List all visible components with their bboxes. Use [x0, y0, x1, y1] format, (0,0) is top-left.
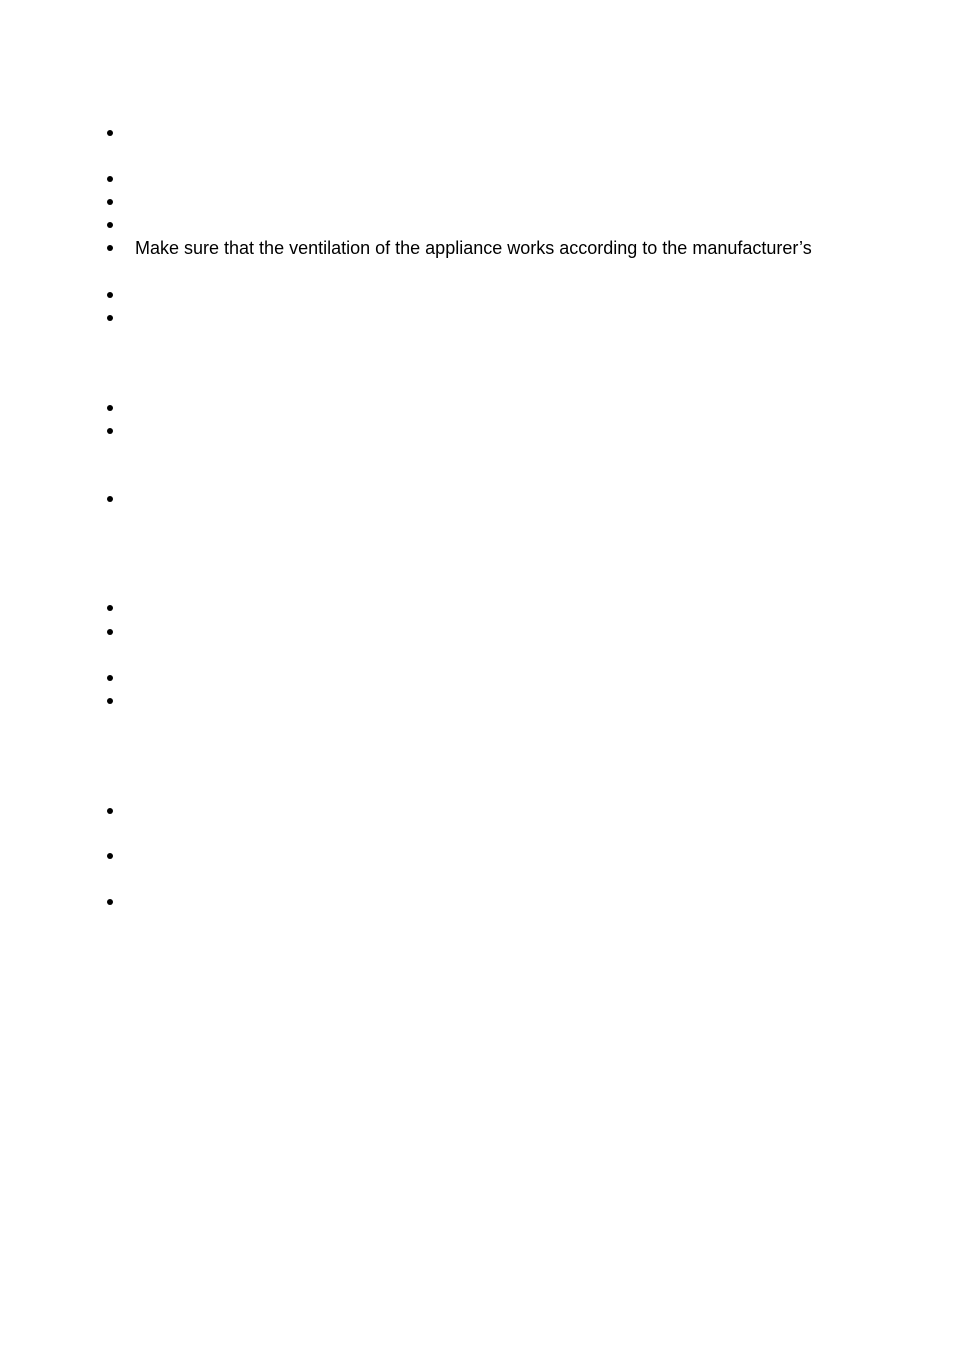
- bullet-icon: [107, 808, 113, 814]
- bullet-icon: [107, 130, 113, 136]
- bullet-icon: [107, 629, 113, 635]
- bullet-item: [0, 621, 954, 643]
- bullet-icon: [107, 245, 113, 251]
- bullet-icon: [107, 698, 113, 704]
- bullet-icon: [107, 496, 113, 502]
- bullet-item: [0, 597, 954, 619]
- bullet-item: [0, 214, 954, 236]
- bullet-item: [0, 800, 954, 822]
- bullet-item: [0, 845, 954, 867]
- bullet-icon: [107, 899, 113, 905]
- bullet-icon: [107, 853, 113, 859]
- bullet-item: [0, 284, 954, 306]
- bullet-item: [0, 191, 954, 213]
- bullet-item: [0, 667, 954, 689]
- bullet-icon: [107, 176, 113, 182]
- bullet-item: [0, 397, 954, 419]
- bullet-text: Make sure that the ventilation of the appliance works according to the manufacturer’s: [135, 238, 812, 258]
- bullet-item: [0, 307, 954, 329]
- bullet-item: [0, 690, 954, 712]
- bullet-icon: [107, 675, 113, 681]
- bullet-item: [0, 122, 954, 144]
- bullet-item: [0, 420, 954, 442]
- bullet-icon: [107, 405, 113, 411]
- bullet-icon: [107, 222, 113, 228]
- bullet-icon: [107, 605, 113, 611]
- bullet-icon: [107, 428, 113, 434]
- bullet-item: [0, 488, 954, 510]
- bullet-item: [0, 891, 954, 913]
- bullet-icon: [107, 292, 113, 298]
- bullet-item: [0, 168, 954, 190]
- bullet-icon: [107, 199, 113, 205]
- bullet-icon: [107, 315, 113, 321]
- bullet-item: [0, 237, 954, 259]
